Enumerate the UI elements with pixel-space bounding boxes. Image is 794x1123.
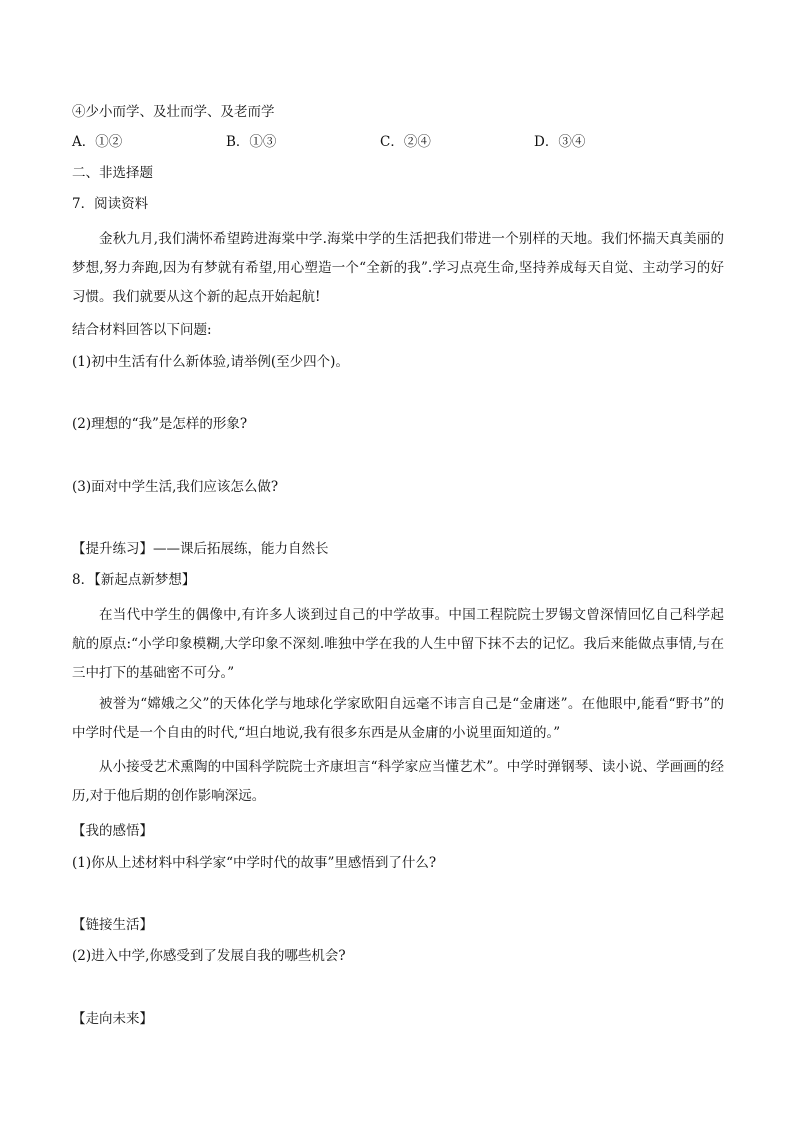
- option-item-4: ④少小而学、及壮而学、及老而学: [72, 104, 275, 120]
- q8-subquestion-2: (2)进入中学,你感受到了发展自我的哪些机会?: [72, 948, 346, 964]
- choice-d: D．③④: [534, 134, 586, 150]
- q8-paragraph-3: 从小接受艺术熏陶的中国科学院院士齐康坦言“科学家应当懂艺术”。中学时弹钢琴、读小说、学画画的经历,对于他后期的创作影响深远。: [72, 759, 724, 804]
- reflection-heading: 【我的感悟】: [72, 823, 153, 839]
- q8-paragraph-1: 在当代中学生的偶像中,有许多人谈到过自己的中学故事。中国工程院院士罗锡文曾深情回忆自己科学起航的原点:“小学印象模糊,大学印象不深刻.唯独中学在我的人生中留下抹不去的记忆。我后来能做点事情,与在三中打下的基础密不可分。”: [72, 607, 724, 681]
- choice-b: B．①③: [226, 134, 277, 150]
- future-heading: 【走向未来】: [72, 1011, 153, 1027]
- q7-passage: 金秋九月,我们满怀希望跨进海棠中学.海棠中学的生活把我们带进一个别样的天地。我们怀揣天真美丽的梦想,努力奔跑,因为有梦就有希望,用心塑造一个“全新的我”.学习点亮生命,坚持养成每天自觉、主动学习的好习惯。我们就要从这个新的起点开始起航!: [72, 231, 724, 305]
- q7-subquestion-1: (1)初中生活有什么新体验,请举例(至少四个)。: [72, 354, 349, 370]
- q8-subquestion-1: (1)你从上述材料中科学家“中学时代的故事”里感悟到了什么?: [72, 855, 437, 871]
- practice-heading: 【提升练习】——课后拓展练，能力自然长: [72, 541, 329, 557]
- choice-c: C．②④: [380, 134, 431, 150]
- question-8-title: 8．【新起点新梦想】: [72, 572, 196, 588]
- q7-instruction: 结合材料回答以下问题:: [72, 322, 212, 338]
- q8-paragraph-2: 被誉为“嫦娥之父”的天体化学与地球化学家欧阳自远毫不讳言自己是“金庸迷”。在他眼中,能看“野书”的中学时代是一个自由的时代,“坦白地说,我有很多东西是从金庸的小说里面知道的。”: [72, 696, 724, 741]
- question-7-title: 7．阅读资料: [72, 196, 149, 212]
- life-link-heading: 【链接生活】: [72, 917, 153, 933]
- section-heading: 二、非选择题: [72, 165, 153, 181]
- q7-subquestion-3: (3)面对中学生活,我们应该怎么做?: [72, 479, 279, 495]
- choice-a: A．①②: [72, 134, 123, 150]
- q7-subquestion-2: (2)理想的“我”是怎样的形象?: [72, 416, 248, 432]
